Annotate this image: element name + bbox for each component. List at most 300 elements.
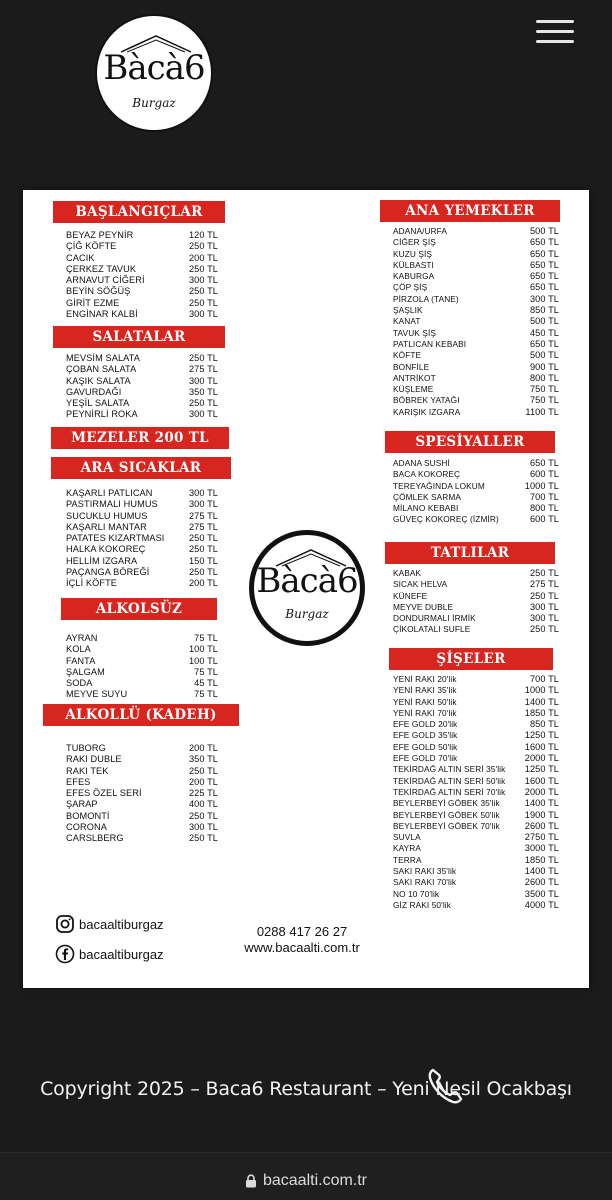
menu-item-price: 750 TL (529, 384, 559, 395)
menu-item-name: BACA KOKOREÇ (393, 469, 461, 480)
menu-item (66, 230, 218, 241)
menu-item-price: 650 TL (529, 248, 559, 259)
menu-item-price: 700 TL (529, 674, 559, 684)
menu-item (66, 799, 218, 810)
menu-item-name: SICAK HELVA (393, 579, 448, 590)
menu-item (393, 568, 559, 579)
menu-item-name: ÇİĞ KÖFTE (66, 241, 117, 252)
menu-item (393, 613, 559, 624)
menu-item-price: 250 TL (188, 765, 218, 776)
menu-item-name: KARIŞIK IZGARA (393, 406, 461, 417)
menu-item-price: 1100 TL (525, 406, 559, 417)
menu-item-price: 750 TL (529, 395, 559, 406)
menu-item-name: ÇÖP ŞİŞ (393, 282, 428, 293)
menu-item (393, 877, 559, 888)
menu-item-price: 150 TL (188, 555, 218, 566)
menu-item-price: 1400 TL (524, 696, 559, 707)
menu-item (66, 286, 218, 297)
menu-item (393, 764, 559, 775)
facebook-handle[interactable] (55, 944, 164, 964)
menu-item (66, 822, 218, 833)
menu-item (393, 226, 559, 237)
menu-item (393, 271, 559, 282)
menu-item-name: ÇİKOLATALI SUFLE (393, 624, 471, 635)
menu-item-name: FANTA (66, 655, 96, 666)
menu-item-price: 250 TL (188, 263, 218, 274)
menu-item-name: TEREYAĞINDA LOKUM (393, 480, 485, 491)
menu-item-name: KAŞARLI MANTAR (66, 521, 147, 532)
menu-item (393, 798, 559, 809)
menu-item-name: MEVSİM SALATA (66, 353, 140, 363)
menu-item (66, 811, 218, 822)
menu-item-price: 250 TL (529, 568, 559, 578)
menu-item-name: TUBORG (66, 743, 106, 753)
menu-item-price: 600 TL (529, 514, 559, 525)
menu-item (393, 832, 559, 843)
menu-item (66, 298, 218, 309)
menu-item-price: 300 TL (529, 293, 559, 304)
menu-item-price: 275 TL (188, 510, 218, 521)
menu-item (66, 275, 218, 286)
menu-item (66, 777, 218, 788)
menu-item-price: 200 TL (188, 578, 218, 589)
menu-item (66, 544, 218, 555)
menu-item-price: 250 TL (188, 353, 218, 363)
menu-item (66, 499, 218, 510)
menu-item-price: 650 TL (529, 458, 559, 468)
menu-item-price: 250 TL (188, 810, 218, 821)
menu-item (393, 350, 559, 361)
menu-item-name: EFE GOLD 70'lik (393, 753, 458, 764)
menu-item-name: KOLA (66, 644, 91, 655)
menu-item-price: 100 TL (188, 655, 218, 666)
menu-item (393, 579, 559, 590)
menu-item-price: 650 TL (529, 338, 559, 349)
menu-item-price: 1000 TL (524, 685, 559, 696)
site-logo[interactable] (95, 14, 213, 132)
menu-item-name: TAVUK ŞİŞ (393, 327, 437, 338)
menu-item-name: GİRİT EZME (66, 297, 120, 308)
menu-item-name: ŞARAP (66, 799, 98, 810)
menu-item-name: KÜŞLEME (393, 384, 434, 395)
menu-item-name: ÇERKEZ TAVUK (66, 263, 137, 274)
section-title-ara-sicaklar: ARA SICAKLAR (51, 457, 231, 479)
menu-item (66, 409, 218, 420)
menu-item (393, 305, 559, 316)
menu-item (393, 742, 559, 753)
menu-item-name: CİĞER ŞİŞ (393, 237, 436, 248)
list-alkolsuz (66, 633, 218, 701)
menu-item-name: GİZ RAKI 50'lik (393, 899, 451, 910)
menu-item-price: 850 TL (529, 305, 559, 316)
menu-item (66, 309, 218, 320)
menu-item-name: SAKI RAKI 70'lik (393, 877, 457, 888)
menu-item (66, 253, 218, 264)
menu-item-price: 2750 TL (524, 832, 559, 843)
menu-item (393, 339, 559, 350)
menu-item-name: YENİ RAKI 20'lik (393, 674, 457, 684)
menu-item-name: BEYLERBEYİ GÖBEK 50'lik (393, 809, 500, 820)
section-title-siseler: ŞİŞELER (389, 648, 553, 670)
menu-item-price: 1600 TL (524, 741, 559, 752)
center-logo-subtitle: Burgaz (285, 607, 329, 621)
menu-item (393, 492, 559, 503)
menu-item-name: AYRAN (66, 633, 98, 643)
menu-item (393, 730, 559, 741)
menu-item (393, 395, 559, 406)
menu-item-name: EFE GOLD 20'lik (393, 719, 458, 730)
menu-item-name: KABURGA (393, 271, 435, 282)
menu-item-price: 120 TL (188, 230, 218, 240)
menu-item (393, 776, 559, 787)
instagram-handle[interactable] (55, 914, 164, 934)
menu-item-price: 650 TL (529, 237, 559, 248)
menu-item-name: KÖFTE (393, 350, 422, 361)
copyright-text: Copyright 2025 – Baca6 Restaurant – Yeni Nesil Ocakbaşı (40, 1078, 572, 1100)
menu-item-price: 75 TL (194, 633, 218, 643)
menu-item (393, 316, 559, 327)
instagram-icon (55, 914, 75, 934)
menu-item (393, 889, 559, 900)
instagram-handle-text: bacaaltiburgaz (79, 916, 164, 932)
menu-item-price: 250 TL (529, 590, 559, 601)
menu-item-price: 700 TL (529, 491, 559, 502)
website-link[interactable]: www.bacaalti.com.tr (244, 940, 360, 955)
menu-item-name: SUCUKLU HUMUS (66, 510, 148, 521)
menu-item-price: 275 TL (529, 579, 559, 590)
menu-item (66, 644, 218, 655)
menu-item (66, 556, 218, 567)
menu-item-name: ÇÖMLEK SARMA (393, 491, 462, 502)
menu-item (393, 591, 559, 602)
menu-item-price: 2600 TL (524, 877, 559, 888)
facebook-icon (55, 944, 75, 964)
menu-item (393, 260, 559, 271)
menu-image (23, 190, 589, 988)
menu-item (66, 533, 218, 544)
menu-item-price: 275 TL (188, 521, 218, 532)
menu-item-price: 3000 TL (524, 843, 559, 854)
menu-item-price: 300 TL (188, 409, 218, 420)
menu-item (393, 481, 559, 492)
menu-item-price: 650 TL (529, 259, 559, 270)
menu-item-name: ŞAŞLIK (393, 305, 423, 316)
menu-item-price: 300 TL (188, 499, 218, 510)
section-title-alkolsuz: ALKOLSÜZ (61, 598, 217, 620)
menu-item (393, 373, 559, 384)
menu-item-price: 300 TL (188, 309, 218, 320)
menu-item-price: 650 TL (529, 271, 559, 282)
menu-item-name: RAKI TEK (66, 765, 109, 776)
menu-item-price: 300 TL (188, 822, 218, 833)
menu-item (66, 387, 218, 398)
menu-item (66, 656, 218, 667)
menu-item-price: 250 TL (188, 833, 218, 844)
list-ana-yemekler (393, 226, 559, 418)
menu-item-name: ENGİNAR KALBİ (66, 309, 138, 320)
menu-item-price: 300 TL (529, 601, 559, 612)
logo-wordmark: Bàcà6 (103, 48, 205, 88)
menu-item-price: 300 TL (529, 613, 559, 624)
menu-item (393, 237, 559, 248)
menu-item-name: BEYLERBEYİ GÖBEK 35'lik (393, 798, 500, 809)
menu-item-name: KAŞARLI PATLICAN (66, 488, 153, 498)
menu-item (66, 667, 218, 678)
menu-item-name: PATATES KIZARTMASI (66, 533, 165, 544)
menu-item-price: 2600 TL (524, 820, 559, 831)
menu-item-price: 250 TL (188, 533, 218, 544)
list-alkollu (66, 743, 218, 845)
list-salatalar (66, 353, 218, 421)
menu-item-name: BOMONTİ (66, 810, 110, 821)
menu-item-price: 300 TL (188, 488, 218, 498)
menu-item-name: SODA (66, 678, 93, 689)
menu-item-price: 500 TL (529, 316, 559, 327)
menu-item (393, 753, 559, 764)
logo-subtitle: Burgaz (132, 96, 176, 110)
menu-item-price: 225 TL (188, 788, 218, 799)
menu-item-price: 250 TL (188, 241, 218, 252)
menu-item-price: 1000 TL (524, 480, 559, 491)
section-title-alkollu: ALKOLLÜ (KADEH) (43, 704, 239, 726)
menu-item-name: KABAK (393, 568, 422, 578)
menu-item-name: TEKİRDAĞ ALTIN SERİ 50'lik (393, 775, 506, 786)
menu-item (393, 697, 559, 708)
menu-item (393, 719, 559, 730)
menu-item (393, 866, 559, 877)
section-title-salatalar: SALATALAR (53, 326, 225, 348)
menu-item (393, 282, 559, 293)
menu-item-name: SAKI RAKI 35'lik (393, 866, 457, 877)
menu-item (393, 624, 559, 635)
site-header (0, 0, 612, 158)
center-logo (249, 530, 365, 646)
menu-item (393, 674, 559, 685)
menu-item-name: CORONA (66, 822, 107, 833)
menu-item-name: MİLANO KEBABI (393, 503, 459, 514)
section-title-spesiyaller: SPESİYALLER (385, 431, 555, 453)
menu-item-price: 2000 TL (524, 786, 559, 797)
menu-item (393, 469, 559, 480)
menu-item-name: CACIK (66, 252, 95, 263)
menu-item (393, 900, 559, 911)
menu-item-name: PATLICAN KEBABI (393, 338, 467, 349)
menu-item (66, 578, 218, 589)
menu-item-price: 1850 TL (524, 854, 559, 865)
menu-item-price: 450 TL (529, 327, 559, 338)
menu-item (393, 294, 559, 305)
menu-item-name: EFES ÖZEL SERİ (66, 788, 142, 799)
menu-item (393, 787, 559, 798)
menu-item-name: GAVURDAĞI (66, 386, 122, 397)
menu-item-price: 275 TL (188, 364, 218, 375)
menu-item (66, 833, 218, 844)
section-title-ana-yemekler: ANA YEMEKLER (380, 200, 560, 222)
list-spesiyaller (393, 458, 559, 526)
menu-item (393, 362, 559, 373)
menu-item-price: 350 TL (188, 386, 218, 397)
menu-item-price: 800 TL (529, 372, 559, 383)
menu-item-name: HELLİM IZGARA (66, 555, 138, 566)
section-title-tatlilar: TATLILAR (385, 542, 555, 564)
menu-item-price: 300 TL (188, 275, 218, 286)
section-title-mezeler: MEZELER 200 TL (51, 427, 229, 449)
menu-item (66, 754, 218, 765)
url-text: bacaalti.com.tr (262, 1172, 368, 1189)
menu-item-name: NO 10 70'lik (393, 888, 440, 899)
menu-item (66, 678, 218, 689)
menu-item-price: 45 TL (194, 678, 218, 689)
menu-item-name: KUZU ŞİŞ (393, 248, 433, 259)
menu-item (66, 567, 218, 578)
menu-item-name: ARNAVUT CİĞERİ (66, 275, 145, 286)
menu-item (66, 689, 218, 700)
menu-item-name: SUVLA (393, 832, 421, 843)
menu-item-price: 1250 TL (524, 730, 559, 741)
menu-item-price: 250 TL (188, 544, 218, 555)
menu-item-price: 250 TL (188, 297, 218, 308)
menu-item-price: 250 TL (188, 398, 218, 409)
menu-item-name: EFE GOLD 50'lik (393, 741, 458, 752)
menu-item-name: PAÇANGA BÖREĞİ (66, 567, 150, 578)
menu-item (393, 407, 559, 418)
list-tatlilar (393, 568, 559, 636)
menu-item-price: 250 TL (188, 567, 218, 578)
phone-icon[interactable] (424, 1066, 466, 1108)
menu-item-name: PEYNİRLİ ROKA (66, 409, 138, 420)
menu-item-price: 600 TL (529, 469, 559, 480)
menu-item-name: CARSLBERG (66, 833, 124, 844)
menu-item-name: DONDURMALI İRMİK (393, 613, 476, 624)
menu-item (66, 766, 218, 777)
menu-item (66, 488, 218, 499)
menu-item-price: 900 TL (529, 361, 559, 372)
menu-item-price: 200 TL (188, 776, 218, 787)
list-siseler (393, 674, 559, 911)
menu-item (393, 843, 559, 854)
menu-item-price: 75 TL (194, 689, 218, 700)
menu-item-name: TEKİRDAĞ ALTIN SERİ 70'lik (393, 786, 506, 797)
menu-item-price: 1600 TL (524, 775, 559, 786)
menu-item-price: 2000 TL (524, 753, 559, 764)
menu-item-name: KÜNEFE (393, 590, 428, 601)
menu-item-name: TERRA (393, 854, 422, 865)
menu-item-name: MEYVE DUBLE (393, 601, 454, 612)
phone-number[interactable]: 0288 417 26 27 (256, 924, 348, 939)
menu-item-name: ÇOBAN SALATA (66, 364, 137, 375)
menu-item (393, 503, 559, 514)
menu-item (393, 855, 559, 866)
menu-item (66, 376, 218, 387)
menu-item (393, 602, 559, 613)
menu-item-name: BÖBREK YATAĞI (393, 395, 460, 406)
menu-item-name: RAKI DUBLE (66, 754, 122, 765)
menu-item (66, 743, 218, 754)
menu-item (66, 788, 218, 799)
menu-item (393, 821, 559, 832)
menu-item-price: 1400 TL (524, 798, 559, 809)
menu-item (393, 328, 559, 339)
menu-item-name: HALKA KOKOREÇ (66, 544, 146, 555)
menu-item-price: 1250 TL (524, 764, 559, 775)
menu-item-price: 800 TL (529, 503, 559, 514)
menu-item-name: BONFİLE (393, 361, 430, 372)
menu-item-price: 200 TL (188, 743, 218, 753)
menu-item-name: ADANA/URFA (393, 226, 448, 236)
menu-item-name: İÇLİ KÖFTE (66, 578, 118, 589)
lock-icon (245, 1174, 257, 1188)
menu-item-price: 1900 TL (524, 809, 559, 820)
menu-item-name: PASTIRMALI HUMUS (66, 499, 158, 510)
url-display[interactable] (0, 1172, 612, 1190)
menu-item (66, 633, 218, 644)
menu-item-price: 3500 TL (524, 888, 559, 899)
menu-item-name: BEYLERBEYİ GÖBEK 70'lik (393, 820, 500, 831)
menu-item-price: 75 TL (194, 666, 218, 677)
menu-item (66, 353, 218, 364)
menu-item-name: PİRZOLA (TANE) (393, 293, 459, 304)
menu-item-name: EFE GOLD 35'lik (393, 730, 458, 741)
menu-item-name: TEKİRDAĞ ALTIN SERİ 35'lik (393, 764, 506, 775)
menu-item-price: 500 TL (529, 350, 559, 361)
menu-item-price: 1850 TL (524, 707, 559, 718)
menu-item (66, 398, 218, 409)
menu-item-name: YEŞİL SALATA (66, 398, 130, 409)
menu-item-name: KANAT (393, 316, 421, 327)
hamburger-icon[interactable] (536, 20, 574, 48)
menu-item-name: ANTRİKOT (393, 372, 436, 383)
menu-item-price: 300 TL (188, 375, 218, 386)
menu-item (66, 511, 218, 522)
menu-item-name: YENİ RAKI 70'lik (393, 707, 457, 718)
menu-item (66, 364, 218, 375)
menu-item-price: 100 TL (188, 644, 218, 655)
section-title-baslangiclar: BAŞLANGIÇLAR (53, 201, 225, 223)
menu-item (66, 522, 218, 533)
menu-item (393, 458, 559, 469)
menu-item-name: YENİ RAKI 50'lik (393, 696, 457, 707)
menu-item-name: BEYİN SÖĞÜŞ (66, 286, 131, 297)
menu-item (393, 708, 559, 719)
menu-item-price: 250 TL (529, 624, 559, 635)
menu-item-name: MEYVE SUYU (66, 689, 128, 700)
center-logo-wordmark: Bàcà6 (256, 561, 358, 601)
menu-item (66, 241, 218, 252)
facebook-handle-text: bacaaltiburgaz (79, 946, 164, 962)
menu-item (393, 810, 559, 821)
menu-item-name: BEYAZ PEYNİR (66, 230, 134, 240)
menu-item-price: 500 TL (529, 226, 559, 236)
menu-item-name: ADANA SUSHİ (393, 458, 450, 468)
menu-item-price: 400 TL (188, 799, 218, 810)
menu-item-name: ŞALGAM (66, 666, 105, 677)
list-baslangiclar (66, 230, 218, 320)
menu-item-name: YENİ RAKI 35'lik (393, 685, 457, 696)
menu-item (393, 384, 559, 395)
menu-item-name: GÜVEÇ KOKOREÇ (İZMİR) (393, 514, 499, 525)
menu-item-price: 200 TL (188, 252, 218, 263)
menu-item-price: 650 TL (529, 282, 559, 293)
menu-item-price: 250 TL (188, 286, 218, 297)
list-ara-sicaklar (66, 488, 218, 590)
menu-item-price: 850 TL (529, 719, 559, 730)
menu-item (393, 249, 559, 260)
menu-item-name: KÜLBASTI (393, 259, 434, 270)
menu-item-price: 1400 TL (524, 866, 559, 877)
menu-item (66, 264, 218, 275)
menu-item (393, 514, 559, 525)
menu-item-name: EFES (66, 776, 91, 787)
